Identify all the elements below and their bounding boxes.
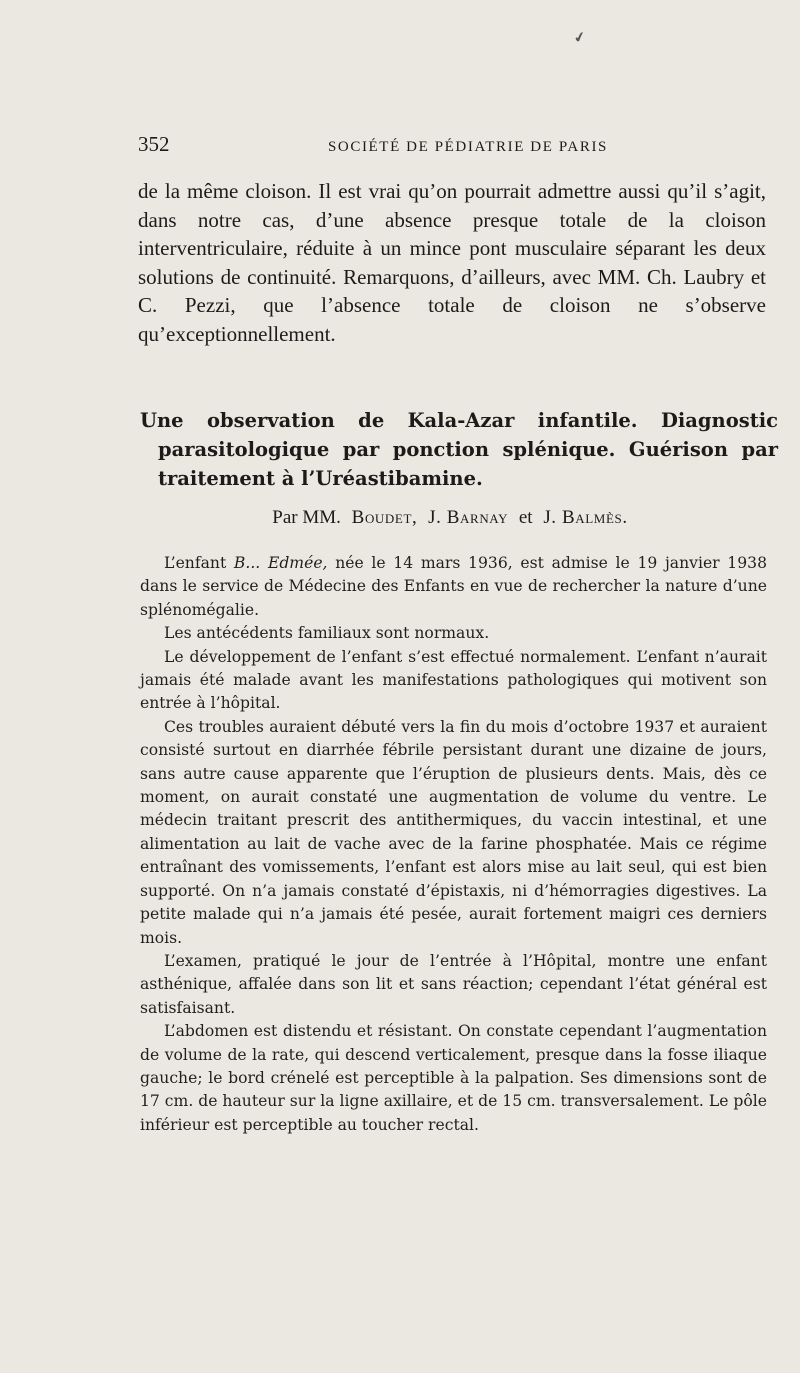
paragraph-examination: L’examen, pratiqué le jour de l’entrée à l’Hôpital, montre une enfant asthénique, affalée dans son lit et sans réaction; cependant l’état général est satisfaisant. [140, 951, 767, 1017]
author-prefix: Par MM. [272, 507, 341, 528]
page-number: 352 [138, 132, 170, 156]
article-body [140, 552, 767, 1137]
page-header [138, 132, 608, 157]
author-line [138, 507, 768, 529]
paragraph-history: Ces troubles auraient débuté vers la fin du mois d’octobre 1937 et auraient consisté surtout en diarrhée fébrile persistant durant une dizaine de jours, sans autre cause apparente que l’éruption de plusieurs dents. Mais, dès ce moment, on aurait constaté une augmentation de volume du ventre. Le médecin traitant prescrit des antithermiques, du vaccin intestinal, et une alimentation au lait de vache avec de la farine phosphatée. Mais ce régime entraînant des vomissements, l’enfant est alors mise au lait seul, qui est bien supporté. On n’a jamais constaté d’épistaxis, ni d’hémorragies digestives. La petite malade qui n’a jamais été pesée, aurait fortement maigri ces derniers mois. [140, 717, 767, 947]
author-conjunction: et [518, 507, 533, 528]
author-boudet: Boudet, [351, 507, 418, 528]
paragraph-development: Le développement de l’enfant s’est effectué normalement. L’enfant n’aurait jamais été malade avant les manifestations pathologiques qui motivent son entrée à l’hôpital. [140, 647, 767, 713]
paragraph-abdomen: L’abdomen est distendu et résistant. On constate cependant l’augmentation de volume de la rate, qui descend verticalement, presque dans la fosse iliaque gauche; le bord crénelé est perceptible à la palpation. Ses dimensions sont de 17 cm. de hauteur sur la ligne axillaire, et de 15 cm. transversalement. Le pôle inférieur est perceptible au toucher rectal. [140, 1022, 767, 1134]
running-head: SOCIÉTÉ DE PÉDIATRIE DE PARIS [327, 139, 608, 155]
article-title: Une observation de Kala-Azar infantile. Diagnostic parasitologique par ponction splénique. Guérison par traitement à l’Uréastibamine. [140, 409, 778, 490]
patient-name: B... Edmée, [233, 554, 328, 572]
paragraph-family-history: Les antécédents familiaux sont normaux. [164, 624, 490, 643]
previous-article-continuation: de la même cloison. Il est vrai qu’on pourrait admettre aussi qu’il s’agit, dans notre cas, d’une absence presque totale de la cloison interventriculaire, réduite à un mince pont musculaire séparant les deux solutions de continuité. Remarquons, d’ailleurs, avec MM. Ch. Laubry et C. Pezzi, que l’absence totale de cloison ne s’observe qu’exceptionnellement. [138, 179, 766, 346]
author-balmes: J. Balmès. [543, 507, 628, 528]
paragraph-patient-intro [140, 552, 767, 622]
paragraph-text: née le 14 mars 1936, est admise le 19 janvier 1938 dans le service de Médecine des Enfants en vue de rechercher la nature d’une splénomégalie. [140, 554, 767, 619]
margin-checkmark: ✔ [572, 28, 588, 48]
author-barnay: J. Barnay [428, 507, 509, 528]
paragraph-text: L’enfant [164, 554, 234, 572]
